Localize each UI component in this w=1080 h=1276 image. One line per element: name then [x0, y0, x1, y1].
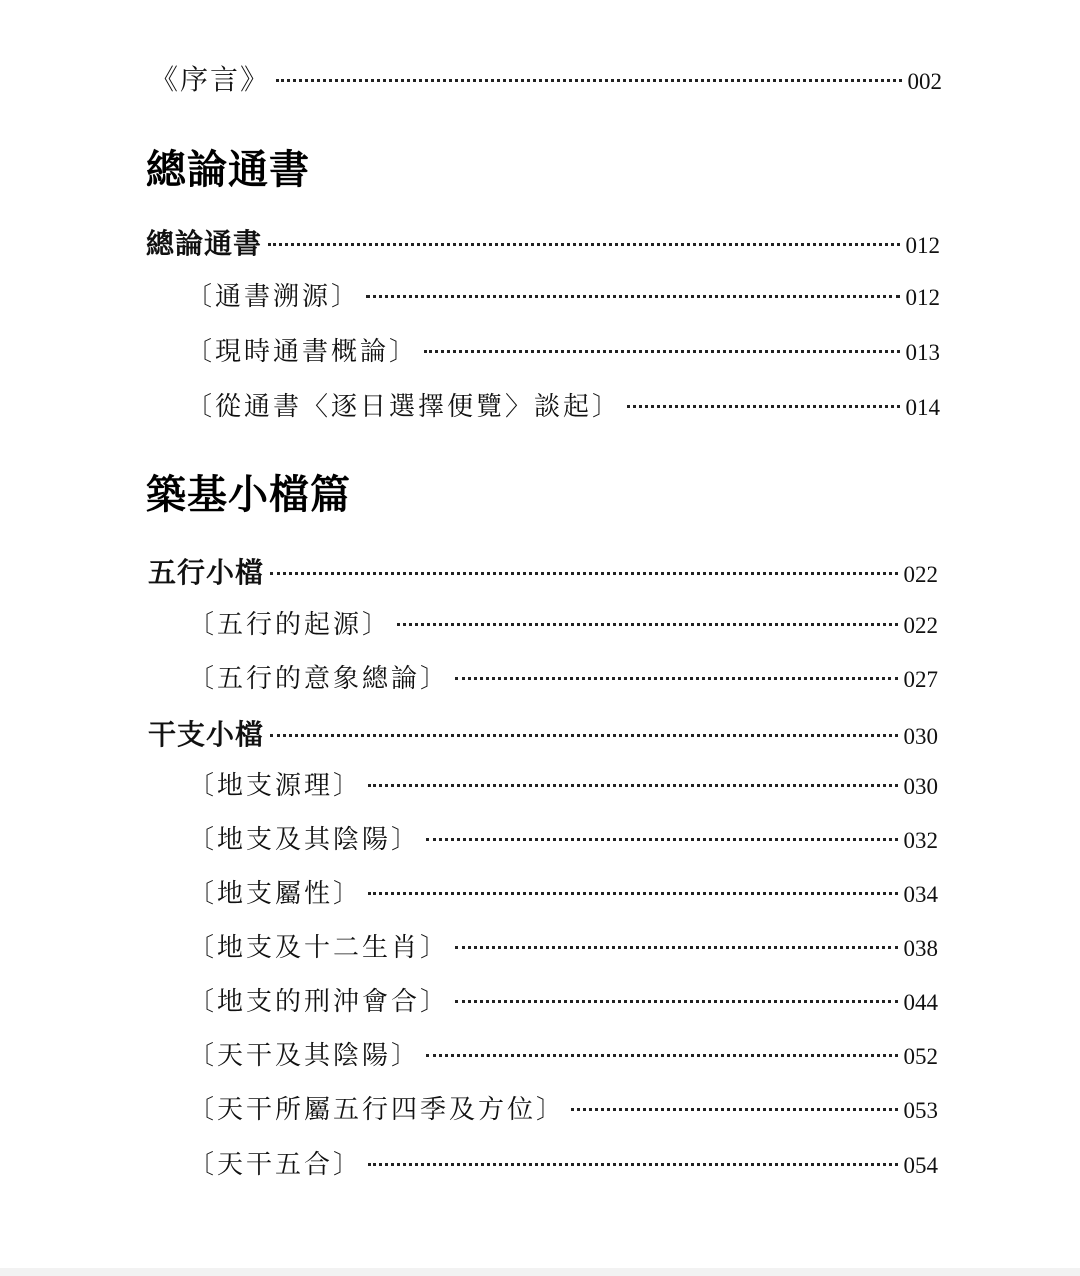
toc-subentry[interactable] [188, 765, 938, 802]
toc-subentry[interactable] [188, 658, 938, 695]
toc-entry-title: 〔地支及十二生肖〕 [188, 933, 450, 963]
toc-subentry[interactable] [188, 819, 938, 856]
toc-entry-page-number: 013 [905, 340, 940, 365]
toc-entry-page-number: 034 [903, 882, 938, 907]
toc-entry-title: 〔五行的起源〕 [188, 610, 392, 640]
toc-entry-title: 〔天干所屬五行四季及方位〕 [188, 1095, 566, 1125]
toc-entry-title: 〔通書溯源〕 [186, 282, 361, 312]
toc-entry-page-number: 022 [903, 613, 938, 638]
toc-entry-page-number: 027 [903, 667, 938, 692]
toc-entry-page-number: 030 [903, 724, 938, 749]
toc-subentry[interactable] [188, 1144, 938, 1181]
toc-entry-page-number: 052 [903, 1044, 938, 1069]
dot-leader [424, 350, 899, 353]
toc-subentry[interactable] [188, 927, 938, 964]
dot-leader [455, 1000, 897, 1003]
page-bottom-edge [0, 1268, 1080, 1276]
toc-chapter-entry[interactable] [148, 551, 938, 591]
toc-entry-title: 〔地支源理〕 [188, 771, 363, 801]
toc-subentry[interactable] [186, 331, 940, 368]
dot-leader [366, 295, 899, 298]
toc-subentry[interactable] [186, 276, 940, 313]
toc-entry-title: 〔現時通書概論〕 [186, 337, 419, 367]
toc-entry-title: 《序言》 [150, 63, 271, 96]
dot-leader [270, 572, 897, 575]
toc-entry-page-number: 054 [903, 1153, 938, 1178]
toc-entry-title: 〔地支及其陰陽〕 [188, 825, 421, 855]
toc-entry-title: 〔從通書〈逐日選擇便覽〉談起〕 [186, 392, 622, 422]
toc-entry-title: 〔天干及其陰陽〕 [188, 1041, 421, 1071]
toc-subentry[interactable] [188, 873, 938, 910]
toc-entry-title: 干支小檔 [148, 718, 265, 751]
toc-entry-page-number: 044 [903, 990, 938, 1015]
toc-entry-page-number: 053 [903, 1098, 938, 1123]
dot-leader [455, 677, 897, 680]
toc-entry-page-number: 032 [903, 828, 938, 853]
toc-subentry[interactable] [188, 1035, 938, 1072]
dot-leader [368, 892, 897, 895]
dot-leader [426, 838, 897, 841]
section-heading: 總論通書 [146, 147, 310, 193]
section-heading: 築基小檔篇 [146, 472, 351, 518]
toc-entry-title: 五行小檔 [148, 556, 265, 589]
dot-leader [276, 79, 901, 82]
toc-entry-page-number: 038 [903, 936, 938, 961]
dot-leader [571, 1108, 897, 1111]
dot-leader [455, 946, 897, 949]
dot-leader [270, 734, 897, 737]
toc-entry-page-number: 030 [903, 774, 938, 799]
toc-entry-title: 總論通書 [146, 227, 263, 260]
toc-entry-title: 〔天干五合〕 [188, 1150, 363, 1180]
toc-chapter-entry[interactable] [148, 713, 938, 753]
dot-leader [397, 623, 897, 626]
toc-subentry[interactable] [188, 1089, 938, 1126]
toc-entry-page-number: 012 [905, 233, 940, 258]
toc-entry-title: 〔五行的意象總論〕 [188, 664, 450, 694]
toc-entry-preface[interactable] [150, 58, 942, 98]
dot-leader [426, 1054, 897, 1057]
toc-entry-title: 〔地支屬性〕 [188, 879, 363, 909]
toc-entry-page-number: 002 [907, 69, 942, 94]
toc-subentry[interactable] [188, 604, 938, 641]
toc-entry-title: 〔地支的刑沖會合〕 [188, 987, 450, 1017]
toc-subentry[interactable] [188, 981, 938, 1018]
dot-leader [268, 243, 899, 246]
dot-leader [627, 405, 899, 408]
toc-entry-page-number: 012 [905, 285, 940, 310]
toc-entry-page-number: 014 [905, 395, 940, 420]
toc-subentry[interactable] [186, 386, 940, 423]
dot-leader [368, 784, 897, 787]
toc-chapter-entry[interactable] [146, 222, 940, 262]
toc-entry-page-number: 022 [903, 562, 938, 587]
dot-leader [368, 1163, 897, 1166]
